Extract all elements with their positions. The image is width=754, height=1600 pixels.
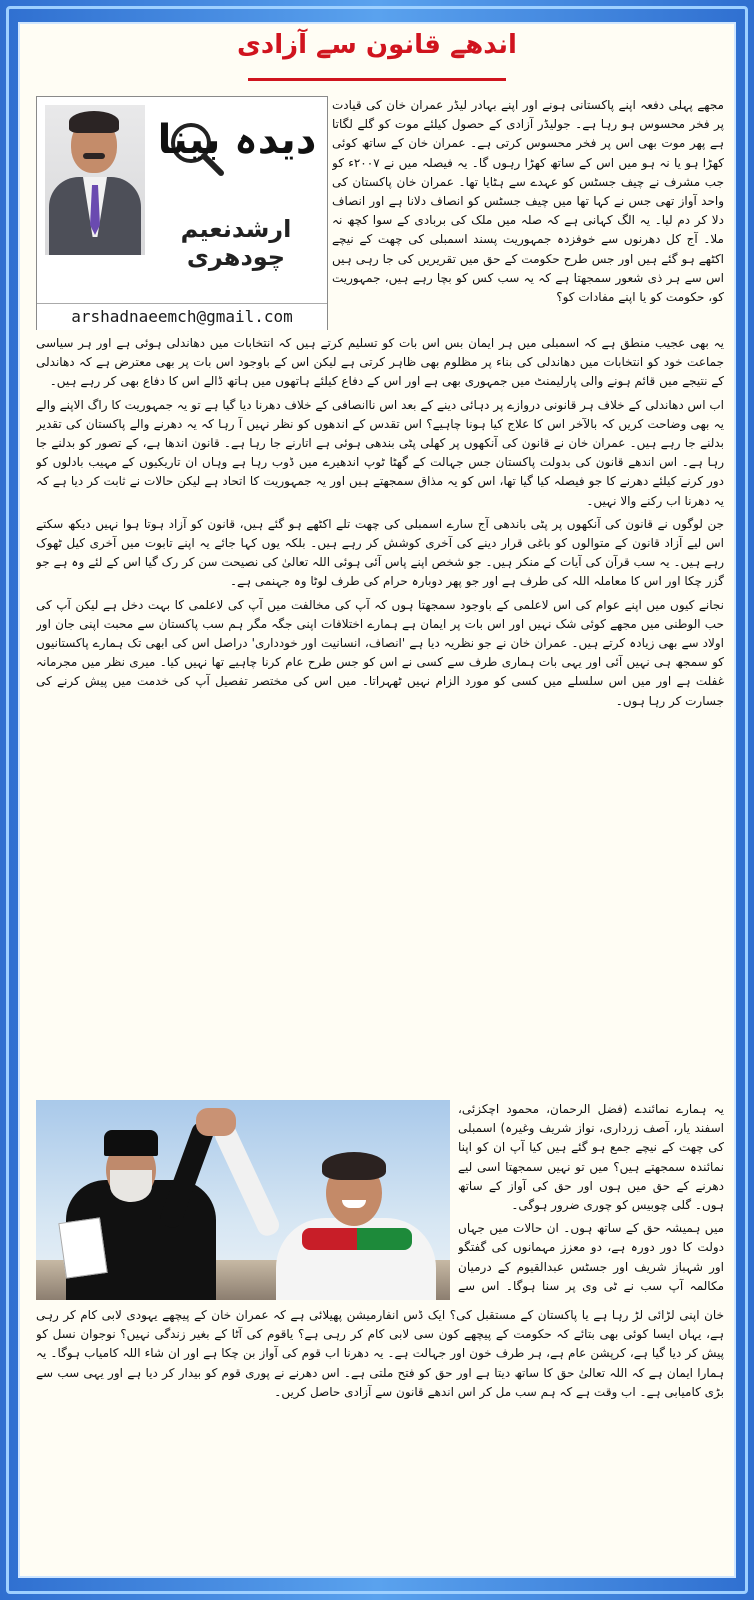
paragraph: مجھے پہلی دفعہ اپنے پاکستانی ہونے اور اپنے بہادر لیڈر عمران خان کی قیادت پر فخر محسوس ہو رہا ہے۔ جولیڈر آزادی کے حصول کیلئے موت کو گلے لگاتا ہے پھر موت بھی اس پر فخر محسوس کرتی ہے۔ عمران خان کے ساتھ کوئی کھڑا ہو یا نہ ہو میں اس کے ساتھ کھڑا رہوں گا۔ یہ فیصلہ میں نے ۲۰۰۷ء کو جب مشرف نے چیف جسٹس کو عہدے سے ہٹایا تھا۔ عمران خان پاکستان کی واحد آواز تھی جس نے کہا تھا میں چیف جسٹس کو انصاف دلانا ہے اور انصاف دلا کر دم لیا۔ یہ الگ کہانی ہے کہ صلہ میں ملک کی بربادی کے سوا کچھ نہ ملا۔ آج کل دھرنوں سے خوفزدہ جمہوریت پسند اسمبلی کی چھت کے نیچے اکٹھے ہو گئے ہیں اور جس طرح حکومت کے حق میں تقریریں کی جا رہی ہیں اس سے ہر ذی شعور سمجھتا ہے کہ یہ سب کس کو بچا رہے ہیں، جمہوریت کو، حکومت کو یا اپنے مفادات کو؟	[332, 98, 724, 305]
paragraph: خان اپنی لڑائی لڑ رہا ہے یا پاکستان کے مستقبل کی؟ ایک ڈس انفارمیشن پھیلائی ہے کہ عمران خان کے پیچھے یہودی لابی کام کر رہی ہے، یہاں ایسا کوئی بھی بتائے کہ حکومت کے پیچھے کون سی لابی کام کر رہی ہے؟ یاقوم کی آٹا کے بغیر زندگی نہیں؟ نوجوان نسل کو پیش کر دیا گیا ہے، کرپشن عام ہے، ہر طرف خون اور جہالت ہے۔ یہ دھرنا اب قوم کی آواز بن چکا ہے اور ان شاء اللہ کامیاب ہوگا۔ یہ ہمارا ایمان ہے کہ اللہ تعالیٰ حق کا ساتھ دیتا ہے اور حق کو فتح ملتی ہے۔ اس دھرنے نے پوری قوم کو بیدار کر دیا ہے اور یہی سب سے بڑی کامیابی ہے۔ اب وقت ہے کہ ہم سب مل کر اس اندھے قانون سے آزادی حاصل کریں۔	[36, 1308, 724, 1399]
article-body-main	[36, 334, 724, 954]
article-body-bottom	[36, 1306, 724, 1570]
column-name: دیدہ بینا	[157, 117, 317, 163]
article-body-side	[458, 1100, 724, 1296]
paragraph: یہ ہمارے نمائندے (فضل الرحمان، محمود اچکزئی، اسفند یار، آصف زرداری، نواز شریف وغیرہ) اسمبلی کی چھت کے نیچے جمع ہو گئے ہیں کیا آپ ان کو اپنا نمائندہ سمجھتے ہیں؟ میں تو نہیں سمجھتا اسی لیے دھرنے کے حق میں ہوں اور حق کی آواز کے ساتھ ہوں۔ گلی چوبیس کو چوری ضرور ہوگی۔	[458, 1102, 724, 1213]
rally-photo	[36, 1100, 450, 1300]
author-photo	[45, 105, 145, 255]
paragraph: یہ بھی عجیب منطق ہے کہ اسمبلی میں ہر ایمان بس اس بات کو تسلیم کرتے ہیں کہ انتخابات میں دھاندلی ہوئی ہے اور ہر سیاسی جماعت خود کو انتخابات میں دھاندلی کی بناء پر مظلوم بھی ظاہر کرتی ہے لیکن اس کے باوجود اس بات پر بھی معترض ہے کہ دھاندلی کے نتیجے میں قائم ہونے والی پارلیمنٹ میں جمہوری بھی ہے اور اس کے دفاع کیلئے ہاتھوں میں ہاتھ ڈالے اس کا دفاع بھی کر رہے ہیں۔	[36, 336, 724, 389]
article-body-top	[332, 96, 724, 332]
column-byline-box	[36, 96, 328, 330]
author-email: arshadnaeemch@gmail.com	[37, 303, 327, 330]
paragraph: جن لوگوں نے قانون کی آنکھوں پر پٹی باندھی آج سارے اسمبلی کی چھت تلے اکٹھے ہو گئے ہیں، قانون کو آزاد ہوتا ہوا نہیں دیکھ سکتے اس لیے آزاد قانون کے متوالوں کو باغی قرار دینے کی آخری کوشش کر رہے ہیں۔ بلکہ یوں کہا جائے یہ اپنے تابوت میں آخری کیل ٹھوک رہے ہیں۔ یہ سب قرآن کی آیات کے منکر ہیں۔ جو شخص اپنے پاس آئی ہوئی اللہ تعالیٰ کی نصیحت سن کر رک گیا اس کے لئے وہ ہے جو گزر چکا اور اس کا معاملہ اللہ کی طرف ہے اور جو پھر دوبارہ حرام کی طرف لوٹا وہ جہنمی ہے۔	[36, 516, 724, 589]
headline: اندھے قانون سے آزادی	[237, 30, 517, 60]
newspaper-column	[18, 22, 736, 1578]
author-name: ارشدنعیم چودھری	[180, 215, 292, 271]
paragraph: نجانے کیوں میں اپنے عوام کی اس لاعلمی کے باوجود سمجھتا ہوں کہ آپ کی مخالفت میں آپ کی لاعلمی کا بہت دخل ہے لیکن آپ کی حب الوطنی میں مجھے کوئی شک نہیں اور اس بات پر ایمان ہے ہمارے اختلافات اپنی جگہ مگر ہم سب پاکستان سے محبت اپنی جان اور اولاد سے بھی زیادہ کرتے ہیں۔ عمران خان نے جو نظریہ دیا ہے 'انصاف، انسانیت اور خودداری' دراصل اس کی ابھی تک ہمارے پاکستانیوں کو سمجھ ہی نہیں آئی اور یہی بات ہماری طرف سے کسی نے اس کو جس طرح عام کرنا چاہیے تھا نہیں کیا۔ میری نظر میں مجرمانہ غفلت ہے اور میں اس سلسلے میں کسی کو مورد الزام نہیں ٹھہراتا۔ میں اس کی مختصر تفصیل آپ کی خدمت میں پیش کرنے کی جسارت کر رہا ہوں۔	[36, 597, 724, 708]
paragraph: اب اس دھاندلی کے خلاف ہر قانونی دروازے پر دہائی دینے کے بعد اس ناانصافی کے خلاف دھرنا دیا گیا ہے تو یہ جمہوریت کا راگ الاپنے والے یہ بھی وضاحت کریں کہ بالآخر اس کا علاج کیا ہونا چاہیے؟ اس تقدس کے اندھوں کو نظر نہیں آ رہا کہ یہ دھرنے والے پاکستان کی تقدیر بدلنے جا رہے ہیں۔ عمران خان نے قانون کی آنکھوں پر کھلی پٹی بندھی ہوئی ہے اتارنے جا رہا ہے۔ قانون اندھا ہے، کے تصور کو بدلنے جا رہا ہے۔ اس اندھے قانون کی بدولت پاکستان جس جہالت کے گھٹا ٹوپ اندھیرے میں ڈوب رہا ہے وہاں ان تاریکیوں کے مہیب بادلوں کو دور کرنے کیلئے دھرنے کا جو فیصلہ کیا گیا تھا، اس کو یہ مذاق سمجھتے ہیں اور یہ جمہوریت کا اتحاد ہے لیکن حالات نے ثابت کر دیا ہے کہ یہ دھرنا اب رکنے والا نہیں۔	[36, 397, 724, 508]
headline-underline	[248, 78, 506, 81]
paragraph: میں ہمیشہ حق کے ساتھ ہوں۔ ان حالات میں جہاں دولت کا دور دورہ ہے، دو معزز مہمانوں کی گفتگو اور شہباز شریف اور جسٹس عبدالقیوم کے درمیان مکالمہ آپ سب نے ٹی وی پر سنا ہوگا۔ اس سے	[458, 1221, 724, 1293]
